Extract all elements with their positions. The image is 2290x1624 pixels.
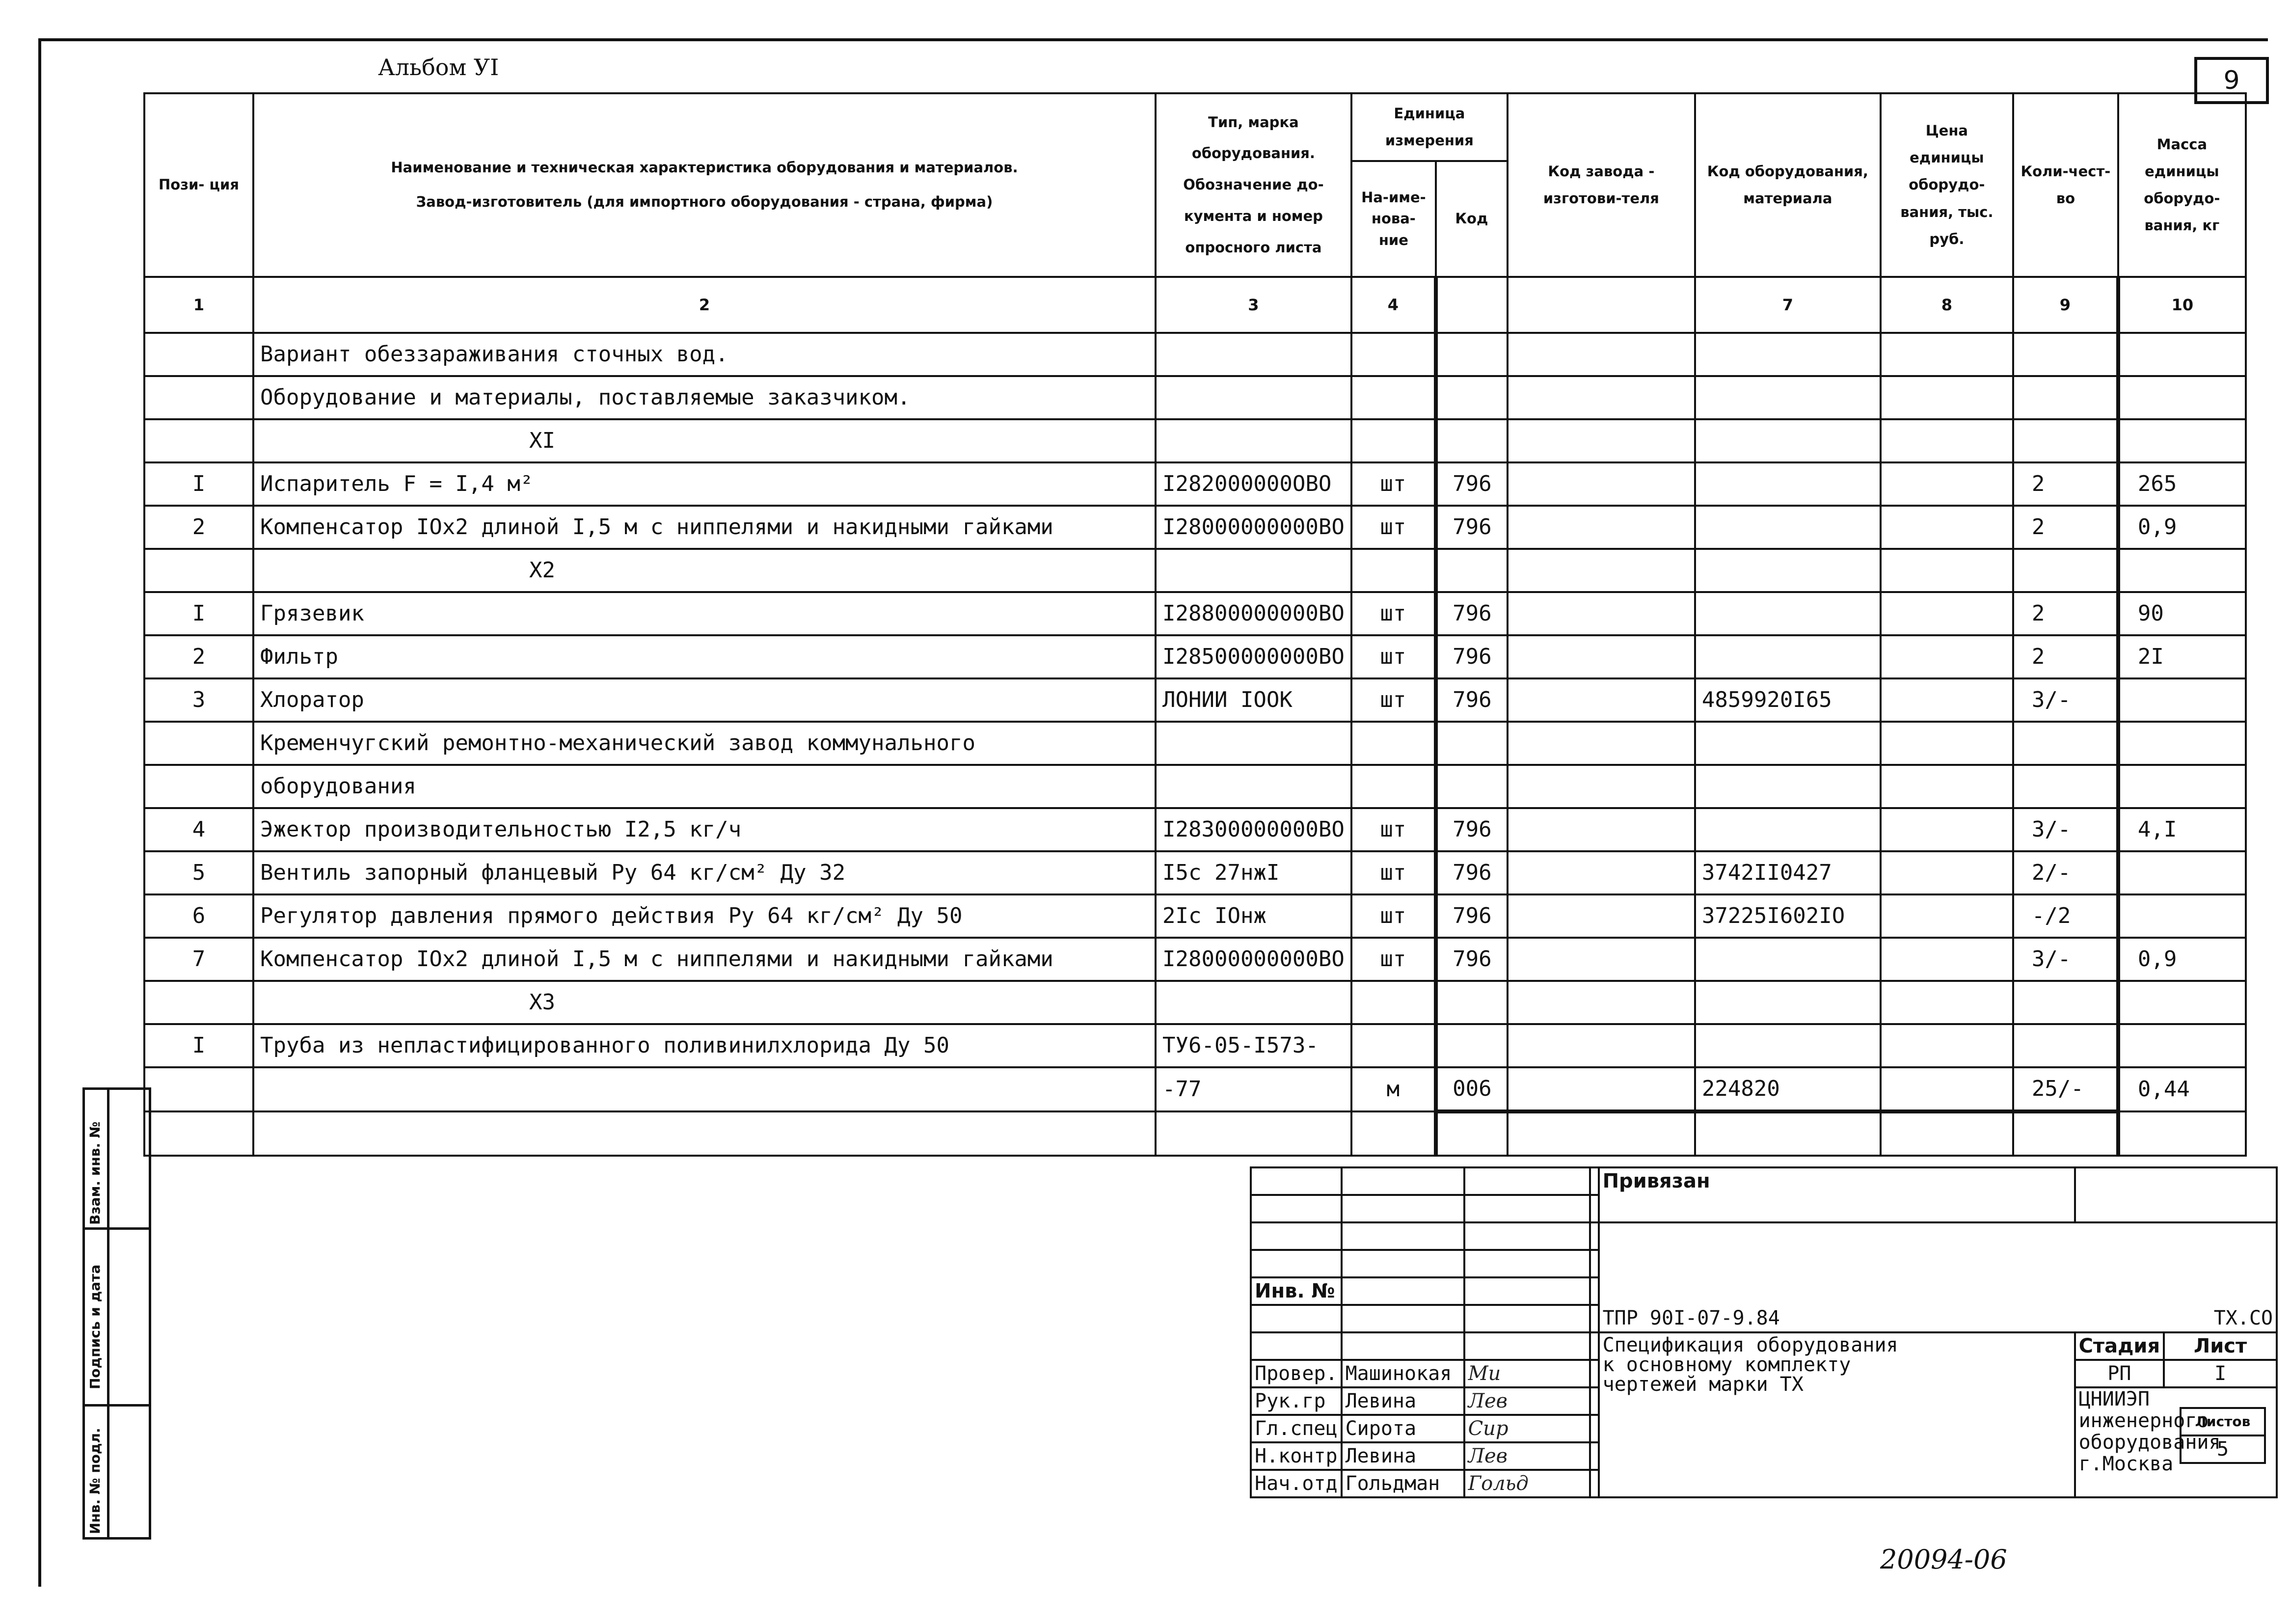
mass-cell: [2118, 1024, 2246, 1067]
name-cell: X3: [253, 981, 1156, 1024]
equipment-code-cell: [1695, 765, 1881, 808]
table-row: [144, 1067, 2246, 1111]
factory-code-cell: [1508, 592, 1695, 635]
mass-cell: [2118, 981, 2246, 1024]
type-cell: [1156, 765, 1351, 808]
col-header-unit-code: Код: [1436, 161, 1508, 277]
mass-cell: [2118, 1111, 2246, 1156]
side-vzam-label: Взам. инв. №: [87, 1121, 103, 1225]
type-cell: I282000000ОВО: [1156, 462, 1351, 506]
mass-cell: [2118, 678, 2246, 722]
table-row: [144, 635, 2246, 678]
equipment-code-cell: 37225I602IO: [1695, 894, 1881, 938]
unit-code-cell: [1436, 333, 1508, 376]
position-cell: I: [144, 592, 253, 635]
mass-cell: 90: [2118, 592, 2246, 635]
quantity-cell: [2013, 1111, 2118, 1156]
price-cell: [1881, 981, 2013, 1024]
table-row: [144, 506, 2246, 549]
col-header-price: Цена единицы оборудо-вания, тыс. руб.: [1881, 93, 2013, 277]
col-number: [1508, 277, 1695, 333]
factory-code-cell: [1508, 549, 1695, 592]
position-cell: [144, 765, 253, 808]
type-cell: I28500000000BO: [1156, 635, 1351, 678]
quantity-cell: [2013, 419, 2118, 462]
quantity-cell: [2013, 549, 2118, 592]
position-cell: 2: [144, 635, 253, 678]
unit-cell: шт: [1351, 938, 1436, 981]
type-cell: I28800000000BO: [1156, 592, 1351, 635]
unit-cell: шт: [1351, 851, 1436, 894]
signer-name: Машинокая: [1342, 1360, 1464, 1387]
type-cell: I28000000000BO: [1156, 938, 1351, 981]
mass-cell: [2118, 549, 2246, 592]
factory-code-cell: [1508, 678, 1695, 722]
col-number: 3: [1156, 277, 1351, 333]
signature: Сир: [1464, 1415, 1590, 1442]
factory-code-cell: [1508, 1067, 1695, 1111]
position-cell: 7: [144, 938, 253, 981]
unit-code-cell: 796: [1436, 851, 1508, 894]
quantity-cell: 2/-: [2013, 851, 2118, 894]
position-cell: 2: [144, 506, 253, 549]
unit-cell: [1351, 765, 1436, 808]
unit-code-cell: [1436, 1024, 1508, 1067]
equipment-code-cell: [1695, 376, 1881, 419]
quantity-cell: 3/-: [2013, 938, 2118, 981]
unit-code-cell: 006: [1436, 1067, 1508, 1111]
signature: Гольд: [1464, 1470, 1590, 1497]
signer-role: Провер.: [1251, 1360, 1342, 1387]
table-row: [144, 549, 2246, 592]
type-cell: [1156, 419, 1351, 462]
table-row: [144, 462, 2246, 506]
col-header-factory-code: Код завода - изготови-теля: [1508, 93, 1695, 277]
signer-role: Рук.гр: [1251, 1387, 1342, 1415]
doc-code: ТПР 90I-07-9.84: [1599, 1305, 2075, 1332]
name-cell: Вентиль запорный фланцевый Ру 64 кг/см² Ду 32: [253, 851, 1156, 894]
signer-name: Левина: [1342, 1442, 1464, 1470]
unit-cell: [1351, 376, 1436, 419]
equipment-code-cell: [1695, 1111, 1881, 1156]
type-cell: [1156, 722, 1351, 765]
stage-value: РП: [2075, 1360, 2164, 1387]
type-cell: [1156, 981, 1351, 1024]
album-title: Альбом УI: [378, 54, 499, 81]
position-cell: 5: [144, 851, 253, 894]
col-header-equipment-code: Код оборудования, материала: [1695, 93, 1881, 277]
col-header-quantity: Коли-чест-во: [2013, 93, 2118, 277]
price-cell: [1881, 506, 2013, 549]
mass-cell: [2118, 765, 2246, 808]
unit-code-cell: 796: [1436, 635, 1508, 678]
equipment-code-cell: 4859920I65: [1695, 678, 1881, 722]
factory-code-cell: [1508, 981, 1695, 1024]
unit-cell: [1351, 549, 1436, 592]
factory-code-cell: [1508, 938, 1695, 981]
equipment-code-cell: [1695, 722, 1881, 765]
equipment-code-cell: [1695, 635, 1881, 678]
price-cell: [1881, 1024, 2013, 1067]
price-cell: [1881, 376, 2013, 419]
factory-code-cell: [1508, 894, 1695, 938]
position-cell: [144, 1111, 253, 1156]
factory-code-cell: [1508, 722, 1695, 765]
factory-code-cell: [1508, 462, 1695, 506]
type-cell: I28300000000BO: [1156, 808, 1351, 851]
factory-code-cell: [1508, 851, 1695, 894]
type-cell: [1156, 1111, 1351, 1156]
mass-cell: [2118, 376, 2246, 419]
equipment-code-cell: [1695, 419, 1881, 462]
table-row: [144, 1024, 2246, 1067]
quantity-cell: 2: [2013, 635, 2118, 678]
table-row: [144, 1111, 2246, 1156]
price-cell: [1881, 938, 2013, 981]
equipment-code-cell: [1695, 549, 1881, 592]
unit-code-cell: 796: [1436, 938, 1508, 981]
quantity-cell: 3/-: [2013, 808, 2118, 851]
position-cell: [144, 333, 253, 376]
factory-code-cell: [1508, 1111, 1695, 1156]
table-row: [144, 376, 2246, 419]
unit-code-cell: 796: [1436, 894, 1508, 938]
quantity-cell: 2: [2013, 592, 2118, 635]
title-block: [1250, 1166, 2278, 1498]
org-name: ЦНИИЭП инженерного оборудования г.Москва: [2075, 1387, 2277, 1497]
specification-table: [143, 92, 2247, 1157]
factory-code-cell: [1508, 765, 1695, 808]
price-cell: [1881, 678, 2013, 722]
equipment-code-cell: [1695, 506, 1881, 549]
col-number: 7: [1695, 277, 1881, 333]
col-number: 8: [1881, 277, 2013, 333]
unit-cell: [1351, 419, 1436, 462]
privyazan-label: Привязан: [1599, 1167, 2075, 1222]
unit-code-cell: 796: [1436, 462, 1508, 506]
table-row: [144, 981, 2246, 1024]
table-row: [144, 938, 2246, 981]
signer-name: Левина: [1342, 1387, 1464, 1415]
position-cell: I: [144, 462, 253, 506]
signer-role: Гл.спец: [1251, 1415, 1342, 1442]
table-row: [144, 894, 2246, 938]
mass-cell: [2118, 722, 2246, 765]
unit-cell: шт: [1351, 462, 1436, 506]
price-cell: [1881, 1067, 2013, 1111]
unit-code-cell: 796: [1436, 808, 1508, 851]
mass-cell: [2118, 851, 2246, 894]
equipment-code-cell: 3742II0427: [1695, 851, 1881, 894]
col-number: 9: [2013, 277, 2118, 333]
unit-cell: шт: [1351, 506, 1436, 549]
col-header-type: Тип, марка оборудования. Обозначение до-кумента и номер опросного листа: [1156, 93, 1351, 277]
type-cell: [1156, 549, 1351, 592]
unit-code-cell: 796: [1436, 592, 1508, 635]
price-cell: [1881, 333, 2013, 376]
position-cell: 4: [144, 808, 253, 851]
sheets-label: Листов: [2180, 1407, 2266, 1436]
unit-code-cell: [1436, 981, 1508, 1024]
name-cell: Кременчугский ремонтно-механический завод коммунального: [253, 722, 1156, 765]
equipment-code-cell: [1695, 462, 1881, 506]
type-cell: ЛОНИИ IOOK: [1156, 678, 1351, 722]
inv-label: Инв. №: [1251, 1277, 1342, 1305]
name-cell: [253, 1067, 1156, 1111]
mass-cell: 0,9: [2118, 938, 2246, 981]
price-cell: [1881, 851, 2013, 894]
name-cell: Грязевик: [253, 592, 1156, 635]
position-cell: [144, 981, 253, 1024]
quantity-cell: 2: [2013, 462, 2118, 506]
factory-code-cell: [1508, 1024, 1695, 1067]
unit-code-cell: [1436, 419, 1508, 462]
unit-code-cell: 796: [1436, 506, 1508, 549]
name-cell: [253, 1111, 1156, 1156]
doc-mark: TX.CO: [2075, 1305, 2277, 1332]
table-row: [144, 722, 2246, 765]
col-number: 4: [1351, 277, 1436, 333]
equipment-code-cell: [1695, 938, 1881, 981]
position-cell: 6: [144, 894, 253, 938]
table-row: [144, 419, 2246, 462]
unit-cell: шт: [1351, 592, 1436, 635]
type-cell: ТУ6-05-I573-: [1156, 1024, 1351, 1067]
name-cell: Компенсатор IOx2 длиной I,5 м с ниппелями и накидными гайками: [253, 938, 1156, 981]
table-row: [144, 678, 2246, 722]
col-header-unit: Единица измерения: [1351, 93, 1508, 161]
col-header-mass: Масса единицы оборудо-вания, кг: [2118, 93, 2246, 277]
quantity-cell: [2013, 981, 2118, 1024]
signature: Лев: [1464, 1442, 1590, 1470]
col-header-unit-name: На-име-нова-ние: [1351, 161, 1436, 277]
name-cell: Труба из непластифицированного поливинилхлорида Ду 50: [253, 1024, 1156, 1067]
mass-cell: 0,9: [2118, 506, 2246, 549]
quantity-cell: [2013, 765, 2118, 808]
unit-cell: м: [1351, 1067, 1436, 1111]
name-cell: Хлоратор: [253, 678, 1156, 722]
type-cell: -77: [1156, 1067, 1351, 1111]
factory-code-cell: [1508, 376, 1695, 419]
unit-cell: [1351, 333, 1436, 376]
unit-cell: шт: [1351, 894, 1436, 938]
quantity-cell: [2013, 1024, 2118, 1067]
unit-code-cell: [1436, 376, 1508, 419]
price-cell: [1881, 635, 2013, 678]
type-cell: 2Ic IOнж: [1156, 894, 1351, 938]
unit-code-cell: 796: [1436, 678, 1508, 722]
name-cell: Вариант обеззараживания сточных вод.: [253, 333, 1156, 376]
unit-cell: [1351, 722, 1436, 765]
quantity-cell: -/2: [2013, 894, 2118, 938]
position-cell: I: [144, 1024, 253, 1067]
quantity-cell: 2: [2013, 506, 2118, 549]
factory-code-cell: [1508, 635, 1695, 678]
mass-cell: 265: [2118, 462, 2246, 506]
price-cell: [1881, 1111, 2013, 1156]
footer-doc-number: 20094-06: [1880, 1544, 2007, 1575]
stage-label: Стадия: [2075, 1332, 2164, 1360]
signature: Ми: [1464, 1360, 1590, 1387]
unit-code-cell: [1436, 765, 1508, 808]
equipment-code-cell: [1695, 981, 1881, 1024]
table-row: [144, 765, 2246, 808]
price-cell: [1881, 462, 2013, 506]
position-cell: [144, 376, 253, 419]
col-number: 1: [144, 277, 253, 333]
signer-role: Н.контр: [1251, 1442, 1342, 1470]
doc-title: Спецификация оборудования к основному комплекту чертежей марки ТХ: [1599, 1332, 2075, 1497]
name-cell: Компенсатор IOx2 длиной I,5 м с ниппелями и накидными гайками: [253, 506, 1156, 549]
equipment-code-cell: [1695, 808, 1881, 851]
quantity-cell: 25/-: [2013, 1067, 2118, 1111]
equipment-code-cell: [1695, 333, 1881, 376]
price-cell: [1881, 894, 2013, 938]
sheet-label: Лист: [2164, 1332, 2277, 1360]
col-header-name: Наименование и техническая характеристика оборудования и материалов. Завод-изготовитель (для импортного оборудования - страна, фирма): [253, 93, 1156, 277]
price-cell: [1881, 722, 2013, 765]
position-cell: [144, 419, 253, 462]
sheet-value: I: [2164, 1360, 2277, 1387]
signer-name: Гольдман: [1342, 1470, 1464, 1497]
price-cell: [1881, 549, 2013, 592]
unit-cell: шт: [1351, 635, 1436, 678]
price-cell: [1881, 765, 2013, 808]
unit-code-cell: [1436, 1111, 1508, 1156]
page-number: 9: [2194, 57, 2269, 104]
quantity-cell: [2013, 376, 2118, 419]
signer-name: Сирота: [1342, 1415, 1464, 1442]
type-cell: [1156, 376, 1351, 419]
price-cell: [1881, 808, 2013, 851]
equipment-code-cell: [1695, 592, 1881, 635]
type-cell: [1156, 333, 1351, 376]
signature: Лев: [1464, 1387, 1590, 1415]
mass-cell: [2118, 333, 2246, 376]
name-cell: X2: [253, 549, 1156, 592]
side-stamp: [82, 1087, 151, 1540]
unit-cell: [1351, 1111, 1436, 1156]
unit-code-cell: [1436, 722, 1508, 765]
equipment-code-cell: [1695, 1024, 1881, 1067]
factory-code-cell: [1508, 419, 1695, 462]
unit-cell: шт: [1351, 678, 1436, 722]
quantity-cell: [2013, 333, 2118, 376]
mass-cell: 0,44: [2118, 1067, 2246, 1111]
factory-code-cell: [1508, 506, 1695, 549]
factory-code-cell: [1508, 333, 1695, 376]
price-cell: [1881, 419, 2013, 462]
side-sign-date-label: Подпись и дата: [87, 1264, 103, 1389]
name-cell: XI: [253, 419, 1156, 462]
signer-role: Нач.отд: [1251, 1470, 1342, 1497]
type-cell: I5c 27нжI: [1156, 851, 1351, 894]
col-header-position: Пози- ция: [144, 93, 253, 277]
table-row: [144, 333, 2246, 376]
side-inv-label: Инв. № подл.: [87, 1428, 103, 1534]
name-cell: оборудования: [253, 765, 1156, 808]
name-cell: Испаритель F = I,4 м²: [253, 462, 1156, 506]
col-number: 10: [2118, 277, 2246, 333]
table-row: [144, 592, 2246, 635]
mass-cell: [2118, 419, 2246, 462]
equipment-code-cell: 224820: [1695, 1067, 1881, 1111]
mass-cell: 2I: [2118, 635, 2246, 678]
factory-code-cell: [1508, 808, 1695, 851]
name-cell: Фильтр: [253, 635, 1156, 678]
position-cell: [144, 1067, 253, 1111]
mass-cell: [2118, 894, 2246, 938]
table-row: [144, 808, 2246, 851]
type-cell: I28000000000BO: [1156, 506, 1351, 549]
quantity-cell: 3/-: [2013, 678, 2118, 722]
unit-code-cell: [1436, 549, 1508, 592]
unit-cell: [1351, 981, 1436, 1024]
unit-cell: [1351, 1024, 1436, 1067]
quantity-cell: [2013, 722, 2118, 765]
unit-cell: шт: [1351, 808, 1436, 851]
name-cell: Регулятор давления прямого действия Ру 64 кг/см² Ду 50: [253, 894, 1156, 938]
col-number: [1436, 277, 1508, 333]
price-cell: [1881, 592, 2013, 635]
name-cell: Оборудование и материалы, поставляемые заказчиком.: [253, 376, 1156, 419]
table-row: [144, 851, 2246, 894]
sheets-value: 5: [2180, 1435, 2266, 1464]
mass-cell: 4,I: [2118, 808, 2246, 851]
position-cell: 3: [144, 678, 253, 722]
name-cell: Эжектор производительностью I2,5 кг/ч: [253, 808, 1156, 851]
position-cell: [144, 722, 253, 765]
position-cell: [144, 549, 253, 592]
col-number: 2: [253, 277, 1156, 333]
